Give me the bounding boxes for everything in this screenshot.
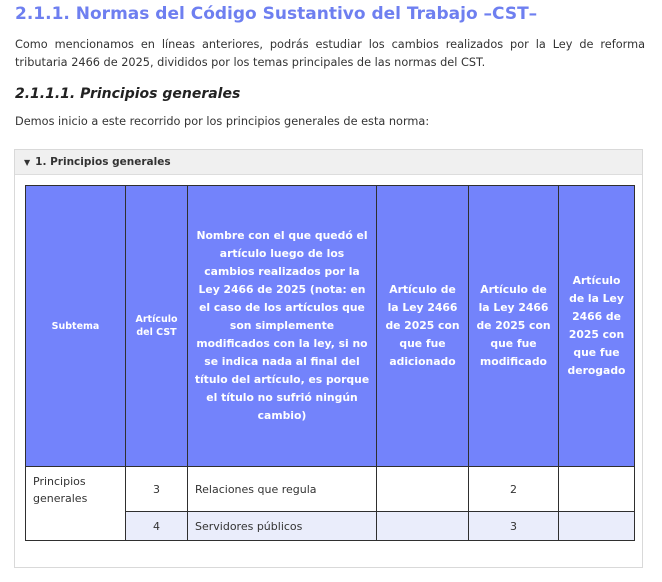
header-subtema: Subtema [26, 186, 126, 467]
header-derogado: Artículo de la Ley 2466 de 2025 con que fue derogado [559, 186, 635, 467]
header-articulo-cst: Artículo del CST [126, 186, 188, 467]
header-adicionado: Artículo de la Ley 2466 de 2025 con que fue adicionado [377, 186, 469, 467]
section-heading: 2.1.1. Normas del Código Sustantivo del Trabajo –CST– [15, 4, 538, 24]
cell-modificado: 2 [469, 467, 559, 512]
header-nombre-articulo: Nombre con el que quedó el artículo luego de los cambios realizados por la Ley 2466 de 2025 (nota: en el caso de los artículos que son simplemente modificados con la ley, si no se indica nada al final del título del artículo, es porque el título no sufrió ningún cambio) [188, 186, 377, 467]
cell-derogado [559, 512, 635, 541]
accordion-title: 1. Principios generales [35, 156, 171, 168]
cell-nombre: Relaciones que regula [188, 467, 377, 512]
cell-articulo: 4 [126, 512, 188, 541]
cell-articulo: 3 [126, 467, 188, 512]
principios-accordion [14, 149, 643, 568]
table-row [26, 467, 635, 512]
cell-subtema: Principios generales [26, 467, 126, 541]
cell-derogado [559, 467, 635, 512]
cell-modificado: 3 [469, 512, 559, 541]
cell-adicionado [377, 512, 469, 541]
subsection-heading: 2.1.1.1. Principios generales [15, 86, 241, 102]
lead-paragraph: Demos inicio a este recorrido por los principios generales de esta norma: [15, 115, 430, 128]
caret-down-icon: ▼ [24, 157, 31, 167]
cell-nombre: Servidores públicos [188, 512, 377, 541]
cst-changes-table [25, 185, 635, 541]
intro-paragraph: Como mencionamos en líneas anteriores, podrás estudiar los cambios realizados por la Ley de reforma tributaria 2466 de 2025, divididos por los temas principales de las normas del CST. [15, 38, 645, 69]
header-modificado: Artículo de la Ley 2466 de 2025 con que fue modificado [469, 186, 559, 467]
cell-adicionado [377, 467, 469, 512]
accordion-header[interactable] [15, 150, 642, 175]
